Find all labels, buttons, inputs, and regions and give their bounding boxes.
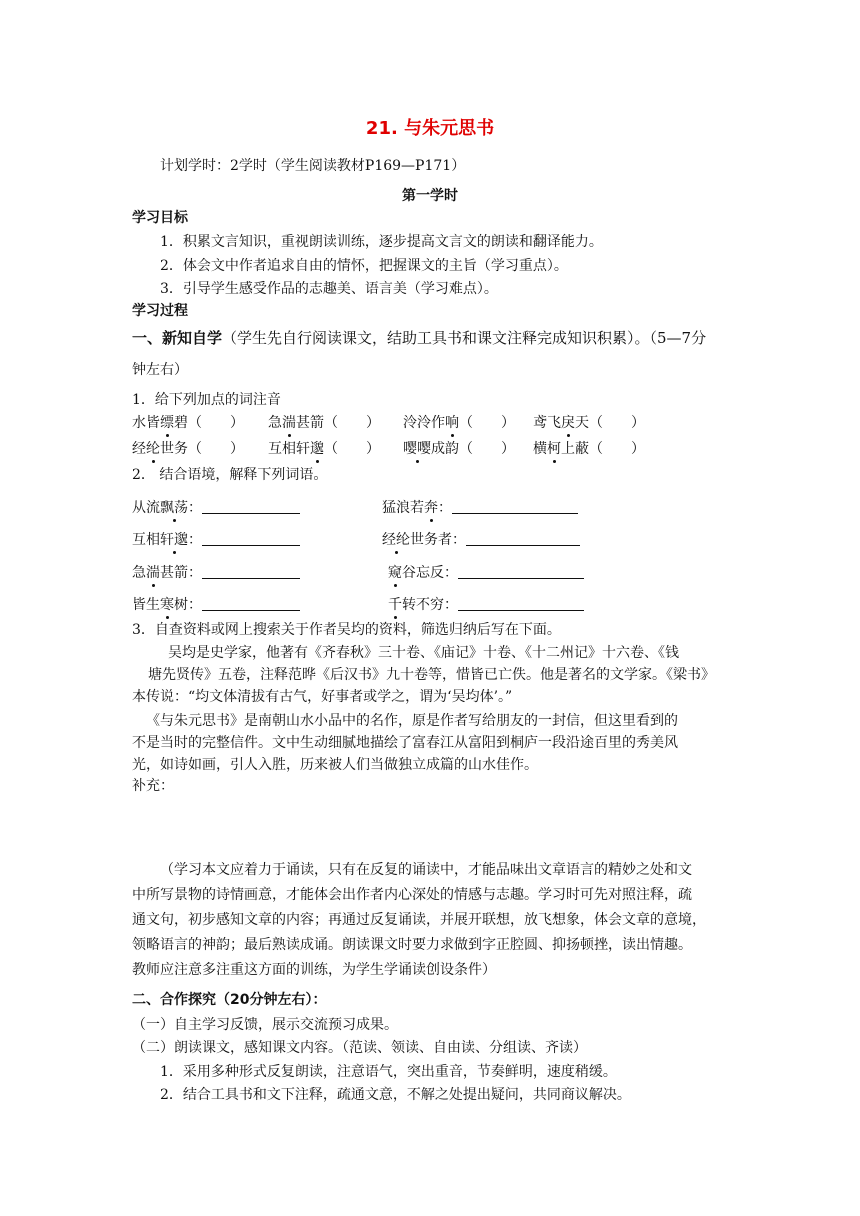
para-line: 通文句，初步感知文章的内容；再通过反复诵读，并展开联想，放飞想象，体会文章的意境， [132, 912, 706, 928]
pinyin-item: 经纶世务（ ） [132, 441, 244, 457]
explain-item: 窥谷忘反： [388, 563, 584, 583]
answer-blank[interactable] [202, 596, 300, 611]
explain-item: 猛浪若奔： [382, 498, 578, 518]
pinyin-item: 横柯上蔽（ ） [533, 441, 645, 457]
answer-blank[interactable] [452, 499, 578, 514]
part1-line [132, 328, 706, 348]
para-line: 塘先贤传》五卷，注释范晔《后汉书》九十卷等，惜皆已亡佚。他是著名的文学家。《梁书》 [148, 667, 715, 683]
lesson-heading: 第一学时 [402, 188, 458, 204]
explain-item: 千转不穷： [388, 595, 584, 615]
answer-blank[interactable] [458, 596, 584, 611]
goal-item: 3．引导学生感受作品的志趣美、语言美（学习难点）。 [160, 281, 498, 297]
pinyin-item: 互相轩邈（ ） [268, 441, 380, 457]
answer-blank[interactable] [202, 531, 300, 546]
part1-heading: 一、新知自学 [132, 329, 223, 347]
para-line: （学习本文应着力于诵读，只有在反复的诵读中，才能品味出文章语言的精妙之处和文 [160, 862, 692, 878]
process-heading: 学习过程 [132, 303, 188, 319]
part2-item: （二）朗读课文，感知课文内容。（范读、领读、自由读、分组读、齐读） [132, 1040, 587, 1056]
plan-line: 计划学时：2学时（学生阅读教材P169—P171） [160, 158, 466, 174]
para-line: 《与朱元思书》是南朝山水小品中的名作，原是作者写给朋友的一封信，但这里看到的 [146, 713, 678, 729]
explain-item: 互相轩邈： [132, 530, 300, 550]
part1-note-cont: 钟左右） [132, 362, 188, 378]
q3-label: 3．自查资料或网上搜索关于作者吴均的资料，筛选归纳后写在下面。 [132, 622, 561, 638]
answer-blank[interactable] [202, 499, 300, 514]
pinyin-item: 水皆缥碧（ ） [132, 415, 244, 431]
para-line: 吴均是史学家，他著有《齐春秋》三十卷、《庙记》十卷、《十二州记》十六卷、《钱 [168, 645, 679, 661]
para-line: 领略语言的神韵；最后熟读成诵。朗读课文时要力求做到字正腔圆、抑扬顿挫，读出情趣。 [132, 937, 692, 953]
supplement-label: 补充： [132, 778, 174, 794]
answer-blank[interactable] [202, 564, 300, 579]
explain-item: 经纶世务者： [382, 530, 580, 550]
part1-note: （学生先自行阅读课文，结助工具书和课文注释完成知识积累）。（5—7分 [222, 329, 707, 347]
goals-heading: 学习目标 [132, 210, 188, 226]
explain-item: 皆生寒树： [132, 595, 300, 615]
goal-item: 2．体会文中作者追求自由的情怀，把握课文的主旨（学习重点）。 [160, 258, 568, 274]
pinyin-item: 急湍甚箭（ ） [268, 415, 380, 431]
para-line: 教师应注意多注重这方面的训练，为学生学诵读创设条件） [132, 962, 496, 978]
goal-item: 1．积累文言知识，重视朗读训练，逐步提高文言文的朗读和翻译能力。 [160, 234, 603, 250]
author-para-2 [132, 710, 678, 776]
answer-blank[interactable] [458, 564, 584, 579]
explain-item: 急湍甚箭： [132, 563, 300, 583]
document-title: 21. 与朱元思书 [365, 118, 495, 139]
pinyin-item: 鸢飞戾天（ ） [533, 415, 645, 431]
para-line: 光，如诗如画，引人入胜，历来被人们当做独立成篇的山水佳作。 [132, 757, 538, 773]
q2-label: 2． 结合语境，解释下列词语。 [132, 467, 328, 483]
para-line: 不是当时的完整信件。文中生动细腻地描绘了富春江从富阳到桐庐一段沿途百里的秀美风 [132, 735, 678, 751]
pinyin-item: 嘤嘤成韵（ ） [403, 441, 515, 457]
para-line: 中所写景物的诗情画意，才能体会出作者内心深处的情感与志趣。学习时可先对照注释，疏 [132, 887, 692, 903]
q1-label: 1．给下列加点的词注音 [132, 392, 281, 408]
explain-item: 从流飘荡： [132, 498, 300, 518]
part2-heading: 二、合作探究（20分钟左右）： [132, 992, 327, 1008]
answer-blank[interactable] [466, 531, 580, 546]
author-para-1 [132, 642, 715, 708]
pinyin-item: 泠泠作响（ ） [403, 415, 515, 431]
para-line: 本传说：“均文体清拔有古气，好事者或学之，谓为‘吴均体’。” [132, 689, 513, 705]
part2-subitem: 1．采用多种形式反复朗读，注意语气，突出重音，节奏鲜明，速度稍缓。 [160, 1064, 617, 1080]
guidance-note [132, 858, 706, 983]
part2-item: （一）自主学习反馈，展示交流预习成果。 [132, 1017, 398, 1033]
part2-subitem: 2．结合工具书和文下注释，疏通文意，不解之处提出疑问，共同商议解决。 [160, 1087, 631, 1103]
